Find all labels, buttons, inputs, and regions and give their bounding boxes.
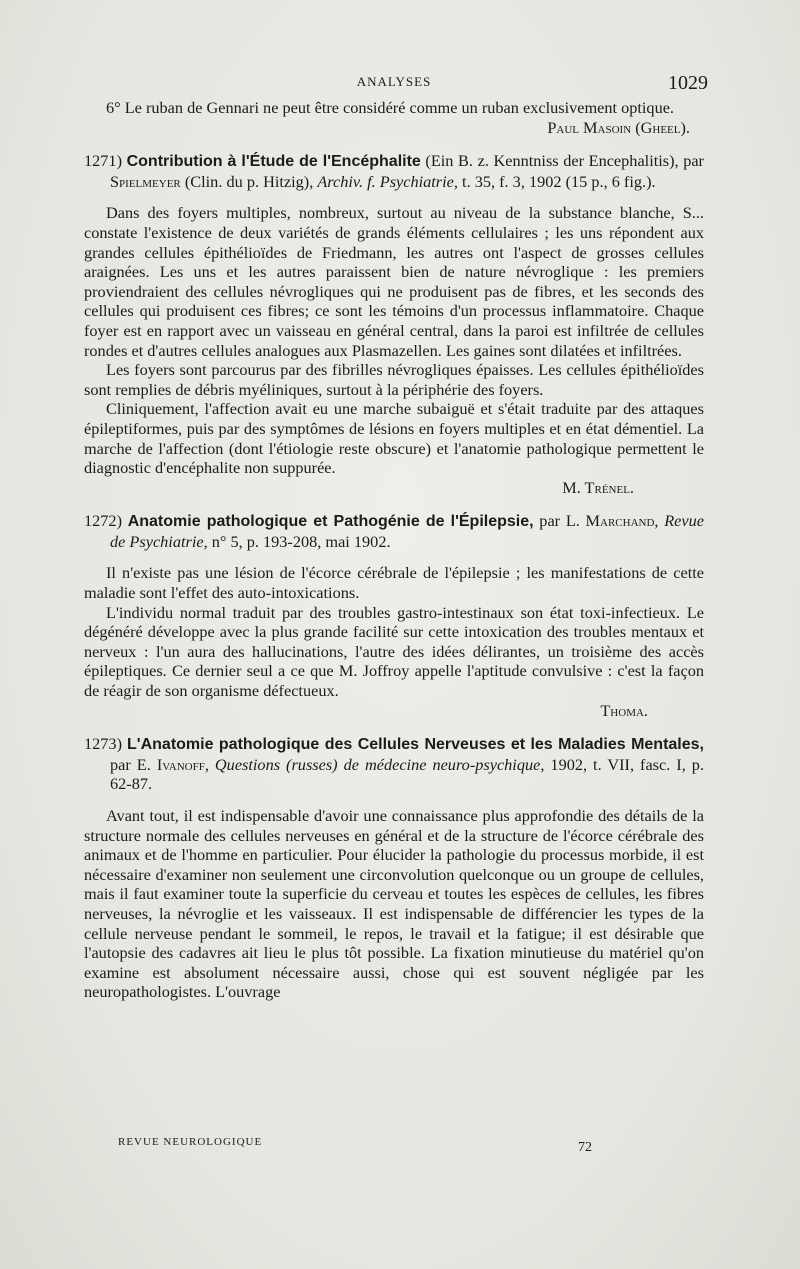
running-head: [84, 72, 708, 98]
entry-citation-post: n° 5, p. 193-208, mai 1902.: [207, 531, 391, 551]
entry-paragraph: Les foyers sont parcourus par des fibrilles névrogliques épaisses. Les cellules épithélioïdes sont remplies de débris myéliniques, surtout à la périphérie des foyers.: [84, 360, 704, 399]
footer-journal: REVUE NEUROLOGIQUE: [118, 1136, 263, 1148]
intro-block: [84, 98, 704, 137]
running-head-title: ANALYSES: [356, 74, 432, 89]
entry-paragraph: Avant tout, il est indispensable d'avoir une connaissance plus approfondie des détails de la structure normale des cellules nerveuses en général et de la structure de l'écorce cérébrale des animaux et de l'homme en particulier. Pour élucider la pathologie du processus morbide, il est nécessaire d'examiner non seulement une circonvolution quelconque ou un groupe de cellules, mais il faut examiner toute la superficie du cerveau et toutes les espèces de cellules, les fibres nerveuses, la névroglie et les vaisseaux. Il est indispensable de différencier les types de la cellule nerveuse pendant le sommeil, le repos, le travail et la fatigue; il est désirable que l'autopsie des cadavres ait lieu le plus tôt possible. La fixation minutieuse du matériel qu'on examine est absolument nécessaire aussi, chose qui est souvent négligée par les neuropathologistes. L'ouvrage: [84, 806, 704, 1002]
entry-number: 1272): [84, 511, 122, 531]
entry-number: 1273): [84, 734, 122, 754]
entry-citation-pre: par: [533, 511, 566, 531]
entry-title: Anatomie pathologique et Pathogénie de l'Épilepsie,: [127, 513, 534, 531]
entry-heading: [84, 511, 704, 551]
entry-signature: M. Trénel.: [562, 477, 634, 497]
entry-journal: Revue de Psychiatrie,: [110, 511, 704, 551]
page-number: 1029: [668, 72, 708, 94]
entry-heading: [84, 151, 704, 191]
entry-citation-pre: (Ein B. z. Kenntniss der Encephalitis), par: [425, 151, 704, 171]
entry-journal: Archiv. f. Psychiatrie,: [317, 171, 458, 191]
entry-author: Spielmeyer: [110, 171, 181, 191]
entry-author: E. Ivanoff,: [136, 754, 209, 774]
entry-1273: [84, 734, 704, 1002]
entry-paragraph: Dans des foyers multiples, nombreux, surtout au niveau de la substance blanche, S... constate l'existence de deux variétés de grands éléments cellulaires ; les uns répondent aux grandes cellules épithélioïdes de Friedmann, les autres ont l'aspect de grosses cellules araignées. Les uns et les autres paraissent bien de nature névroglique : les premiers proviendraient des cellules névrogliques qui ne produisent pas de fibres, et les seconds des cellules qui produisent ces fibres; ce sont les témoins d'un processus inflammatoire. Chaque foyer est en rapport avec un vaisseau en général central, dans la paroi est infiltrée de cellules rondes et d'autres cellules analogues aux Plasmazellen. Les gaines sont dilatées et infiltrées.: [84, 203, 704, 360]
entry-citation-post: t. 35, f. 3, 1902 (15 p., 6 fig.).: [457, 171, 656, 191]
intro-signature: Paul Masoin (Gheel).: [547, 117, 690, 137]
entry-1271: [84, 151, 704, 497]
entry-title: Contribution à l'Étude de l'Encéphalite: [126, 153, 421, 171]
entry-citation-pre: par: [110, 754, 137, 774]
entry-signature: Thoma.: [600, 700, 648, 720]
entry-citation-mid: (Clin. du p. Hitzig),: [180, 171, 318, 191]
page-footer: [118, 1136, 704, 1155]
signature-number: 72: [578, 1140, 592, 1155]
entry-paragraph: Cliniquement, l'affection avait eu une marche subaiguë et s'était traduite par des attaques épileptiformes, puis par des symptômes de lésions en foyers multiples et en état démentiel. La marche de l'affection (dont l'étiologie reste obscure) et l'anatomie pathologique permettent le diagnostic d'encéphalite non suppurée.: [84, 399, 704, 478]
entry-author: L. Marchand,: [565, 511, 659, 531]
entry-1272: [84, 511, 704, 720]
entry-journal: Questions (russes) de médecine neuro-psychique,: [214, 754, 545, 774]
entry-number: 1271): [84, 151, 122, 171]
entry-citation-post: 1902, t. VII, fasc. I, p. 62-87.: [110, 754, 705, 794]
entry-paragraph: L'individu normal traduit par des troubles gastro-intestinaux son état toxi-infectieux. Le dégénéré développe avec la plus grande facilité sur cette intoxication des troubles mentaux et nerveux : l'un aura des hallucinations, l'autre des idées délirantes, un troisième des accès épileptiques. Ce dernier seul a ce que M. Joffroy appelle l'aptitude convulsive : c'est la façon de réagir de son organisme défectueux.: [84, 602, 704, 701]
entry-heading: [84, 734, 704, 794]
entry-title: L'Anatomie pathologique des Cellules Nerveuses et les Maladies Mentales,: [127, 736, 704, 754]
intro-paragraph: 6° Le ruban de Gennari ne peut être considéré comme un ruban exclusivement optique.: [106, 98, 675, 117]
entry-paragraph: Il n'existe pas une lésion de l'écorce cérébrale de l'épilepsie ; les manifestations de cette maladie sont l'effet des auto-intoxications.: [84, 563, 704, 603]
